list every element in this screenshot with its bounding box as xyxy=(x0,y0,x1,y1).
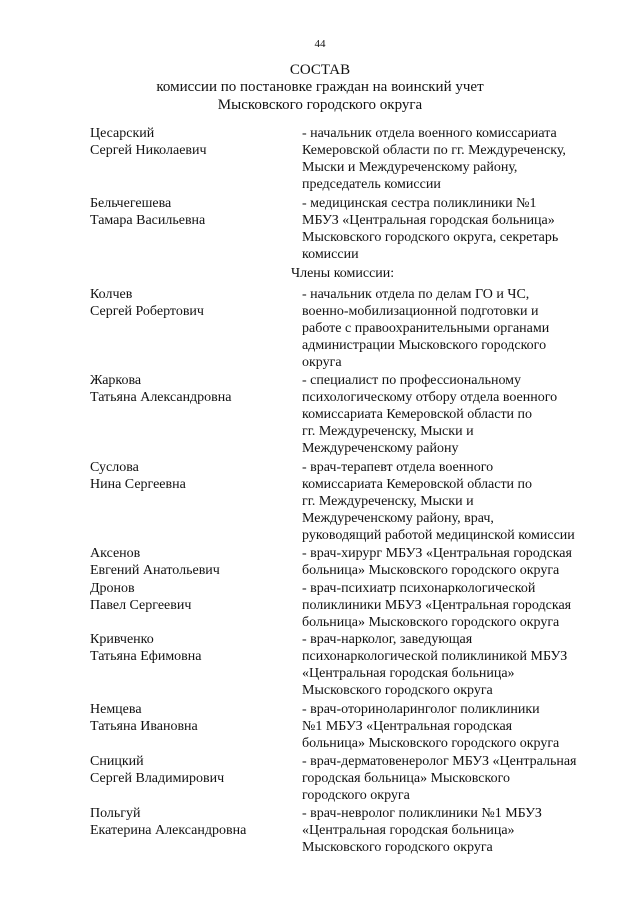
member-role-line: Кемеровской области по гг. Междуреченску, xyxy=(302,143,566,158)
member-role-line: - врач-оториноларинголог поликлиники xyxy=(302,702,540,717)
member-role-line: больница» Мысковского городского округа xyxy=(302,615,560,630)
member-role-line: - медицинская сестра поликлиники №1 xyxy=(302,196,537,211)
member-role-line: - врач-хирург МБУЗ «Центральная городская xyxy=(302,546,572,561)
member-surname: Цесарский xyxy=(90,126,155,141)
member-role-line: городского округа xyxy=(302,788,410,803)
member-role-line: - специалист по профессиональному xyxy=(302,373,522,388)
member-surname: Немцева xyxy=(90,702,142,717)
member-role-line: администрации Мысковского городского xyxy=(302,338,547,353)
member-role-line: Мыски и Междуреченскому району, xyxy=(302,160,518,175)
member-given-name: Сергей Робертович xyxy=(90,304,204,319)
member-surname: Дронов xyxy=(90,581,135,596)
member-given-name: Павел Сергеевич xyxy=(90,598,192,613)
member-role-line: - врач-психиатр психонаркологической xyxy=(302,581,536,596)
member-given-name: Татьяна Александровна xyxy=(90,390,232,405)
member-role-line: городская больница» Мысковского xyxy=(302,771,510,786)
member-surname: Аксенов xyxy=(90,546,141,561)
member-role-line: Мысковского городского округа, секретарь xyxy=(302,230,559,245)
member-role-line: №1 МБУЗ «Центральная городская xyxy=(302,719,513,734)
document-subtitle-line-1: комиссии по постановке граждан на воинский учет xyxy=(156,79,484,95)
member-given-name: Тамара Васильевна xyxy=(90,213,206,228)
member-role-line: больница» Мысковского городского округа xyxy=(302,563,560,578)
document-title: СОСТАВ xyxy=(289,62,351,78)
member-surname: Жаркова xyxy=(90,373,142,388)
member-surname: Сницкий xyxy=(90,754,144,769)
member-role-line: - врач-дерматовенеролог МБУЗ «Центральная xyxy=(302,754,577,769)
member-role-line: военно-мобилизационной подготовки и xyxy=(302,304,539,319)
member-role-line: - врач-невролог поликлиники №1 МБУЗ xyxy=(302,806,542,821)
member-role-line: - начальник отдела по делам ГО и ЧС, xyxy=(302,287,530,302)
member-given-name: Сергей Николаевич xyxy=(90,143,207,158)
member-role-line: работе с правоохранительными органами xyxy=(302,321,550,336)
page-number: 44 xyxy=(314,38,326,50)
member-role-line: комиссариата Кемеровской области по xyxy=(302,407,533,422)
member-role-line: председатель комиссии xyxy=(302,177,441,192)
member-role-line: - врач-нарколог, заведующая xyxy=(302,632,473,647)
member-role-line: комиссариата Кемеровской области по xyxy=(302,477,533,492)
member-role-line: поликлиники МБУЗ «Центральная городская xyxy=(302,598,572,613)
members-heading: Члены комиссии: xyxy=(291,266,395,281)
member-role-line: - начальник отдела военного комиссариата xyxy=(302,126,557,141)
member-given-name: Екатерина Александровна xyxy=(90,823,247,838)
member-surname: Кривченко xyxy=(90,632,154,647)
member-role-line: Междуреченскому району xyxy=(302,441,459,456)
member-role-line: гг. Междуреченску, Мыски и xyxy=(302,424,474,439)
member-surname: Суслова xyxy=(90,460,139,475)
member-role-line: «Центральная городская больница» xyxy=(302,666,515,681)
member-given-name: Татьяна Ефимовна xyxy=(90,649,202,664)
member-role-line: Мысковского городского округа xyxy=(302,840,493,855)
member-role-line: - врач-терапевт отдела военного xyxy=(302,460,494,475)
member-role-line: психологическому отбору отдела военного xyxy=(302,390,558,405)
member-role-line: больница» Мысковского городского округа xyxy=(302,736,560,751)
member-role-line: Мысковского городского округа xyxy=(302,683,493,698)
member-surname: Колчев xyxy=(90,287,133,302)
member-role-line: комиссии xyxy=(302,247,359,262)
member-given-name: Татьяна Ивановна xyxy=(90,719,198,734)
member-role-line: гг. Междуреченску, Мыски и xyxy=(302,494,474,509)
member-role-line: «Центральная городская больница» xyxy=(302,823,515,838)
member-role-line: МБУЗ «Центральная городская больница» xyxy=(302,213,555,228)
document-subtitle-line-2: Мысковского городского округа xyxy=(217,97,423,113)
member-role-line: Междуреченскому району, врач, xyxy=(302,511,494,526)
member-role-line: округа xyxy=(302,355,342,370)
member-given-name: Евгений Анатольевич xyxy=(90,563,220,578)
member-surname: Польгуй xyxy=(90,806,141,821)
member-given-name: Нина Сергеевна xyxy=(90,477,186,492)
member-role-line: руководящий работой медицинской комиссии xyxy=(302,528,575,543)
member-surname: Бельчегешева xyxy=(90,196,172,211)
member-given-name: Сергей Владимирович xyxy=(90,771,225,786)
member-role-line: психонаркологической поликлиникой МБУЗ xyxy=(302,649,568,664)
